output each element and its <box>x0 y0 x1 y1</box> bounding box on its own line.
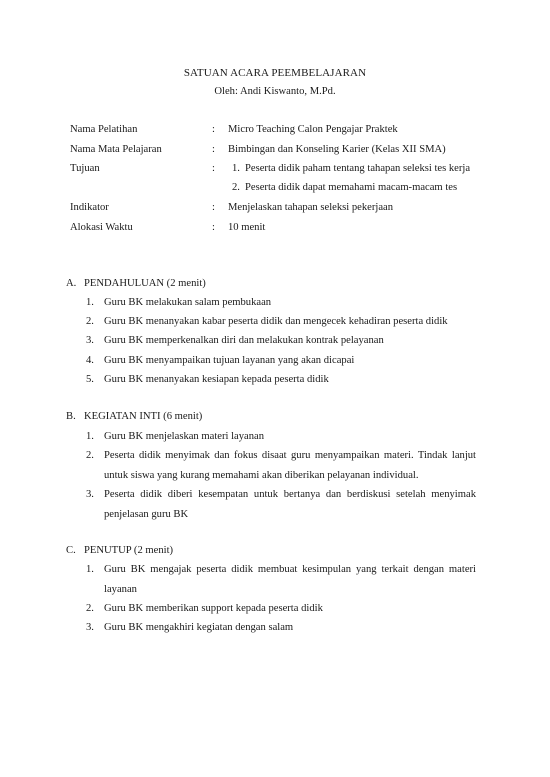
list-item-text: Guru BK melakukan salam pembukaan <box>104 297 272 308</box>
list-item-number: 1. <box>86 431 94 442</box>
list-item-number: 2. <box>86 450 94 461</box>
list-item-text: layanan <box>104 584 137 595</box>
info-row-alokasi <box>70 222 490 237</box>
list-item-text: Guru BK mengakhiri kegiatan dengan salam <box>104 622 294 633</box>
list-item-text: Peserta didik diberi kesempatan untuk bertanya dan berdiskusi setelah menyimak <box>104 489 476 500</box>
info-colon: : <box>212 222 215 233</box>
list-item-text: Guru BK memberikan support kepada peserta didik <box>104 603 323 614</box>
list-item-text: Guru BK menanyakan kabar peserta didik dan mengecek kehadiran peserta didik <box>104 316 448 327</box>
info-label: Alokasi Waktu <box>70 222 133 233</box>
list-item-number: 3. <box>86 622 94 633</box>
section-letter: A. <box>66 278 77 289</box>
section-letter: C. <box>66 545 76 556</box>
list-item-text: Guru BK mengajak peserta didik membuat kesimpulan yang terkait dengan materi <box>104 564 476 575</box>
info-row-pelatihan <box>70 124 490 139</box>
info-row-tujuan-2 <box>70 182 490 197</box>
list-item-number: 3. <box>86 489 94 500</box>
info-colon: : <box>212 202 215 213</box>
document-author: Oleh: Andi Kiswanto, M.Pd. <box>214 86 336 97</box>
section-title: KEGIATAN INTI (6 menit) <box>84 411 203 422</box>
info-value: Bimbingan dan Konseling Karier (Kelas XII SMA) <box>228 144 446 155</box>
goal-number: 2. <box>232 182 240 193</box>
goal-text: Peserta didik dapat memahami macam-macam tes <box>245 182 458 193</box>
info-row-indikator <box>70 202 490 217</box>
info-row-tujuan <box>70 163 490 178</box>
list-item-number: 3. <box>86 335 94 346</box>
list-item-text: untuk siswa yang kurang memahami akan diberikan pelayanan individual. <box>104 470 419 481</box>
list-item-text: Guru BK menyampaikan tujuan layanan yang akan dicapai <box>104 355 355 366</box>
section-title: PENDAHULUAN (2 menit) <box>84 278 206 289</box>
info-value: 10 menit <box>228 222 266 233</box>
section-letter: B. <box>66 411 76 422</box>
info-label: Nama Mata Pelajaran <box>70 144 162 155</box>
document-title: SATUAN ACARA PEEMBELAJARAN <box>183 67 367 79</box>
goal-number: 1. <box>232 163 240 174</box>
list-item-number: 1. <box>86 297 94 308</box>
list-item-text: Guru BK memperkenalkan diri dan melakukan kontrak pelayanan <box>104 335 384 346</box>
list-item-text: penjelasan guru BK <box>104 509 189 520</box>
goal-text: Peserta didik paham tentang tahapan seleksi tes kerja <box>245 163 471 174</box>
list-item-text: Guru BK menjelaskan materi layanan <box>104 431 265 442</box>
list-item-number: 5. <box>86 374 94 385</box>
list-item-number: 1. <box>86 564 94 575</box>
info-colon: : <box>212 144 215 155</box>
list-item-number: 4. <box>86 355 94 366</box>
info-row-mata-pelajaran <box>70 144 490 159</box>
info-label: Tujuan <box>70 163 100 174</box>
info-colon: : <box>212 124 215 135</box>
info-label: Nama Pelatihan <box>70 124 138 135</box>
list-item-text: Guru BK menanyakan kesiapan kepada peserta didik <box>104 374 329 385</box>
list-item-number: 2. <box>86 316 94 327</box>
info-value: Menjelaskan tahapan seleksi pekerjaan <box>228 202 394 213</box>
info-colon: : <box>212 163 215 174</box>
section-title: PENUTUP (2 menit) <box>84 545 174 556</box>
list-item-number: 2. <box>86 603 94 614</box>
list-item-text: Peserta didik menyimak dan fokus disaat guru menyampaikan materi. Tindak lanjut <box>104 450 476 461</box>
info-label: Indikator <box>70 202 109 213</box>
info-value: Micro Teaching Calon Pengajar Praktek <box>228 124 398 135</box>
